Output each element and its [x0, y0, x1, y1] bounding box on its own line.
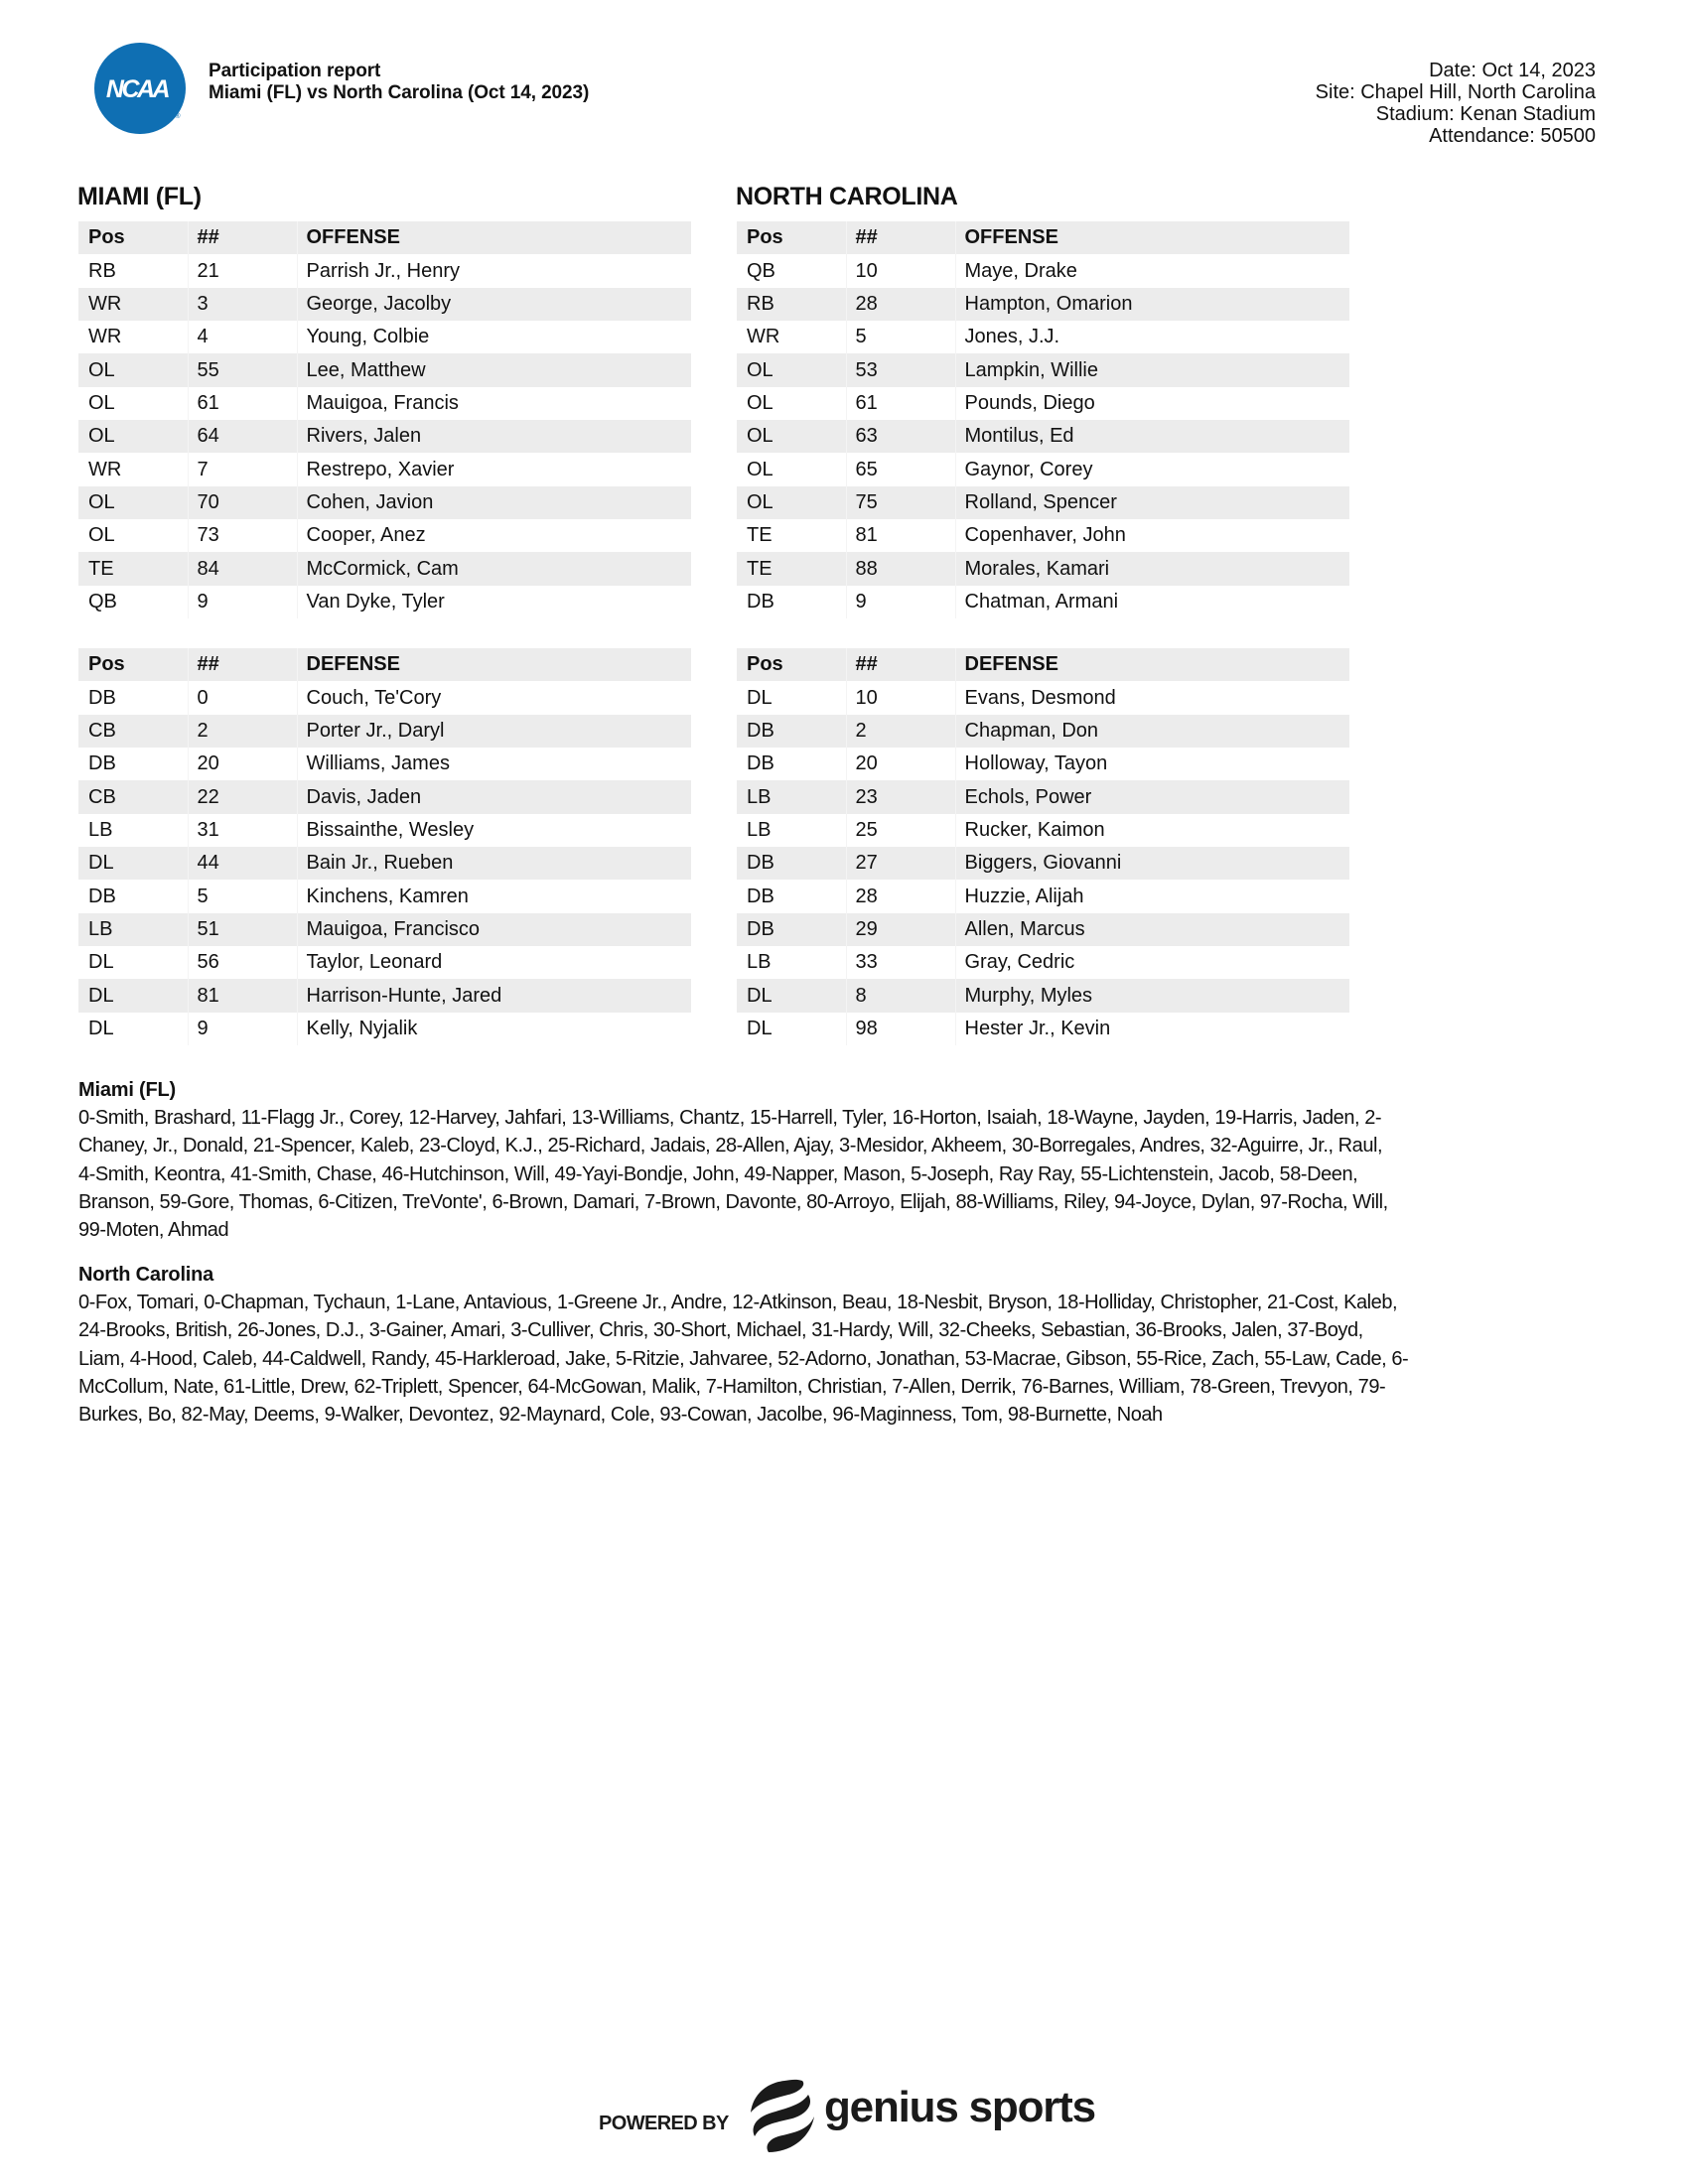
table-row: [737, 979, 1349, 1012]
game-site: Site: Chapel Hill, North Carolina: [1315, 81, 1596, 103]
player-number: 0: [188, 681, 297, 714]
table-row: [78, 353, 691, 386]
player-name: Cohen, Javion: [297, 486, 691, 519]
report-title: Participation report: [209, 61, 381, 81]
ncaa-logo: [94, 43, 186, 134]
player-name: Rolland, Spencer: [955, 486, 1349, 519]
player-position: CB: [78, 780, 188, 813]
table-row: [737, 586, 1349, 618]
player-position: LB: [78, 913, 188, 946]
game-info: [1316, 60, 1596, 147]
player-number: 9: [188, 1013, 297, 1045]
player-position: DL: [747, 686, 773, 709]
table-row: [78, 387, 691, 420]
player-name: Biggers, Giovanni: [955, 847, 1349, 880]
table-row: [737, 519, 1349, 552]
table-header-row: [78, 648, 691, 681]
player-position: DL: [747, 1017, 773, 1039]
player-name: Restrepo, Xavier: [297, 453, 691, 485]
player-position: RB: [737, 288, 846, 321]
table-row: [737, 254, 1349, 287]
player-position: WR: [88, 326, 122, 348]
table-row: [78, 288, 691, 321]
column-header-number: ##: [188, 221, 297, 254]
north-carolina-offense-table: [737, 221, 1349, 618]
player-position: WR: [88, 458, 122, 480]
player-position: OL: [737, 486, 846, 519]
player-name: George, Jacolby: [297, 288, 691, 321]
player-name: Chatman, Armani: [955, 586, 1349, 618]
game-stadium: Stadium: Kenan Stadium: [1375, 103, 1596, 125]
game-attendance: Attendance: 50500: [1429, 125, 1596, 147]
player-position: TE: [747, 524, 773, 547]
player-name: Huzzie, Alijah: [955, 880, 1349, 912]
participants-line: Chaney, Jr., Donald, 21-Spencer, Kaleb, 23-Cloyd, K.J., 25-Richard, Jadais, 28-Allen, Ajay, 3-Mesidor, Akheem, 30-Borregales, Andres, 32-Aguirre, Jr., Raul,: [78, 1135, 1383, 1158]
table-row: [78, 715, 691, 748]
player-number: 9: [188, 586, 297, 618]
player-position: OL: [78, 353, 188, 386]
team-heading-miami: MIAMI (FL): [77, 183, 202, 210]
table-header-row: [78, 221, 691, 254]
player-position: DL: [737, 979, 846, 1012]
participants-team-label: Miami (FL): [78, 1079, 176, 1101]
table-row: [78, 1013, 691, 1045]
table-row: [78, 552, 691, 585]
player-name: Davis, Jaden: [297, 780, 691, 813]
table-row: [78, 453, 691, 485]
player-number: 25: [846, 814, 955, 847]
table-header-row: [737, 221, 1349, 254]
player-number: 51: [188, 913, 297, 946]
player-number: 44: [188, 847, 297, 880]
matchup-title: Miami (FL) vs North Carolina (Oct 14, 2023): [209, 82, 590, 103]
player-name: Couch, Te'Cory: [297, 681, 691, 714]
player-position: WR: [747, 326, 780, 348]
player-name: Allen, Marcus: [955, 913, 1349, 946]
player-name: Echols, Power: [955, 780, 1349, 813]
player-position: OL: [747, 391, 774, 414]
registered-mark-icon: ®: [175, 113, 181, 120]
player-name: Rucker, Kaimon: [955, 814, 1349, 847]
player-position: QB: [747, 259, 775, 282]
player-number: 3: [188, 288, 297, 321]
player-number: 28: [846, 288, 955, 321]
player-position: RB: [88, 259, 116, 282]
player-number: 64: [188, 420, 297, 453]
player-number: 29: [846, 913, 955, 946]
player-position: DL: [88, 951, 114, 974]
player-number: 23: [846, 780, 955, 813]
participants-line: 0-Fox, Tomari, 0-Chapman, Tychaun, 1-Lane, Antavious, 1-Greene Jr., Andre, 12-Atkinson, Beau, 18-Nesbit, Bryson, 18-Holliday, Christopher, 21-Cost, Kaleb,: [78, 1292, 1398, 1313]
table-row: [737, 552, 1349, 585]
player-number: 53: [846, 353, 955, 386]
player-position: LB: [88, 818, 113, 841]
player-number: 61: [846, 387, 955, 420]
player-name: Bissainthe, Wesley: [297, 814, 691, 847]
player-name: Kelly, Nyjalik: [297, 1013, 691, 1045]
participants-line: 24-Brooks, British, 26-Jones, D.J., 3-Gainer, Amari, 3-Culliver, Chris, 30-Short, Michael, 31-Hardy, Will, 32-Cheeks, Sebastian, 36-Brooks, Jalen, 37-Boyd,: [78, 1319, 1363, 1342]
player-position: LB: [737, 780, 846, 813]
player-position: DB: [88, 885, 116, 907]
player-number: 55: [188, 353, 297, 386]
table-row: [737, 880, 1349, 912]
player-name: Pounds, Diego: [955, 387, 1349, 420]
player-number: 70: [188, 486, 297, 519]
table-row: [737, 946, 1349, 979]
player-number: 56: [188, 946, 297, 979]
column-header-number: ##: [846, 221, 955, 254]
player-number: 8: [846, 979, 955, 1012]
column-header-pos: Pos: [737, 648, 846, 681]
player-position: QB: [88, 590, 117, 613]
table-row: [78, 321, 691, 353]
player-number: 73: [188, 519, 297, 552]
player-name: Evans, Desmond: [955, 681, 1349, 714]
table-row: [737, 1013, 1349, 1045]
column-header-pos: Pos: [78, 221, 188, 254]
player-name: Holloway, Tayon: [955, 748, 1349, 780]
column-header-defense: DEFENSE: [955, 648, 1349, 681]
column-header-number: ##: [846, 648, 955, 681]
player-number: 4: [188, 321, 297, 353]
player-number: 81: [188, 979, 297, 1012]
player-position: TE: [78, 552, 188, 585]
table-row: [737, 681, 1349, 714]
player-name: Bain Jr., Rueben: [297, 847, 691, 880]
player-name: Gaynor, Corey: [955, 453, 1349, 485]
table-row: [737, 715, 1349, 748]
player-name: Chapman, Don: [955, 715, 1349, 748]
player-position: DB: [737, 847, 846, 880]
player-position: LB: [747, 951, 772, 974]
player-number: 33: [846, 946, 955, 979]
participants-line: Burkes, Bo, 82-May, Deems, 9-Walker, Devontez, 92-Maynard, Cole, 93-Cowan, Jacolbe, 96-Maginness, Tom, 98-Burnette, Noah: [78, 1404, 1163, 1427]
player-number: 10: [846, 254, 955, 287]
table-row: [78, 486, 691, 519]
table-row: [737, 847, 1349, 880]
player-position: WR: [78, 288, 188, 321]
table-row: [78, 780, 691, 813]
game-date: Date: Oct 14, 2023: [1429, 60, 1596, 81]
player-position: OL: [88, 524, 115, 547]
player-number: 63: [846, 420, 955, 453]
player-position: LB: [747, 818, 772, 841]
genius-sports-swirl-icon: [745, 2079, 819, 2154]
player-name: Murphy, Myles: [955, 979, 1349, 1012]
player-position: DB: [737, 715, 846, 748]
player-number: 2: [188, 715, 297, 748]
table-row: [737, 288, 1349, 321]
player-name: Harrison-Hunte, Jared: [297, 979, 691, 1012]
player-name: Hampton, Omarion: [955, 288, 1349, 321]
player-position: DL: [78, 979, 188, 1012]
table-row: [737, 748, 1349, 780]
table-row: [78, 681, 691, 714]
table-row: [737, 780, 1349, 813]
player-number: 84: [188, 552, 297, 585]
player-number: 22: [188, 780, 297, 813]
table-row: [78, 979, 691, 1012]
participants-list: [78, 1289, 1608, 1429]
table-row: [78, 913, 691, 946]
table-row: [78, 519, 691, 552]
player-name: Maye, Drake: [955, 254, 1349, 287]
player-number: 28: [846, 880, 955, 912]
player-name: Cooper, Anez: [297, 519, 691, 552]
column-header-offense: OFFENSE: [297, 221, 691, 254]
miami-participants: [78, 1076, 1608, 1244]
north-carolina-defense-table: [737, 648, 1349, 1045]
player-position: DB: [88, 752, 116, 775]
player-number: 5: [188, 880, 297, 912]
player-name: Morales, Kamari: [955, 552, 1349, 585]
table-row: [78, 420, 691, 453]
table-row: [737, 387, 1349, 420]
player-number: 65: [846, 453, 955, 485]
powered-by-label: POWERED BY: [599, 2113, 729, 2134]
player-name: Parrish Jr., Henry: [297, 254, 691, 287]
column-header-number: ##: [188, 648, 297, 681]
participants-line: Liam, 4-Hood, Caleb, 44-Caldwell, Randy, 45-Harkleroad, Jake, 5-Ritzie, Jahvaree, 52-Adorno, Jonathan, 53-Macrae, Gibson, 55-Rice, Zach, 55-Law, Cade, 6-: [78, 1347, 1409, 1370]
participants-line: 99-Moten, Ahmad: [78, 1219, 229, 1242]
player-number: 98: [846, 1013, 955, 1045]
report-title-block: [209, 61, 589, 104]
player-position: DB: [737, 913, 846, 946]
player-position: OL: [737, 420, 846, 453]
table-row: [737, 814, 1349, 847]
table-row: [737, 321, 1349, 353]
table-row: [78, 586, 691, 618]
player-name: Mauigoa, Francis: [297, 387, 691, 420]
player-number: 2: [846, 715, 955, 748]
player-position: OL: [88, 391, 115, 414]
player-name: Van Dyke, Tyler: [297, 586, 691, 618]
player-name: Mauigoa, Francisco: [297, 913, 691, 946]
miami-defense-table: [78, 648, 691, 1045]
player-number: 75: [846, 486, 955, 519]
player-name: Gray, Cedric: [955, 946, 1349, 979]
participants-team-label: North Carolina: [78, 1264, 214, 1286]
player-position: OL: [78, 420, 188, 453]
player-position: DB: [747, 752, 774, 775]
player-name: Young, Colbie: [297, 321, 691, 353]
team-heading-north-carolina: NORTH CAROLINA: [736, 183, 958, 210]
participants-list: [78, 1104, 1608, 1244]
player-name: Lampkin, Willie: [955, 353, 1349, 386]
player-number: 10: [846, 681, 955, 714]
player-name: Kinchens, Kamren: [297, 880, 691, 912]
player-name: Jones, J.J.: [955, 321, 1349, 353]
column-header-pos: Pos: [78, 648, 188, 681]
player-position: CB: [78, 715, 188, 748]
table-row: [737, 353, 1349, 386]
player-number: 61: [188, 387, 297, 420]
table-row: [78, 880, 691, 912]
ncaa-logo-text: NCAA: [105, 75, 169, 103]
north-carolina-participants: [78, 1261, 1608, 1429]
player-number: 31: [188, 814, 297, 847]
table-row: [78, 748, 691, 780]
player-name: Taylor, Leonard: [297, 946, 691, 979]
player-name: Porter Jr., Daryl: [297, 715, 691, 748]
participants-line: Branson, 59-Gore, Thomas, 6-Citizen, TreVonte', 6-Brown, Damari, 7-Brown, Davonte, 80-Arroyo, Elijah, 88-Williams, Riley, 94-Joyce, Dylan, 97-Rocha, Will,: [78, 1190, 1388, 1213]
player-name: McCormick, Cam: [297, 552, 691, 585]
column-header-offense: OFFENSE: [955, 221, 1349, 254]
player-position: OL: [737, 353, 846, 386]
table-row: [78, 814, 691, 847]
table-row: [737, 913, 1349, 946]
table-row: [78, 254, 691, 287]
player-number: 20: [846, 748, 955, 780]
table-header-row: [737, 648, 1349, 681]
player-number: 5: [846, 321, 955, 353]
player-number: 20: [188, 748, 297, 780]
participants-line: McCollum, Nate, 61-Little, Drew, 62-Triplett, Spencer, 64-McGowan, Malik, 7-Hamilton, Christian, 7-Allen, Derrik, 76-Barnes, William, 78-Green, Trevyon, 79-: [78, 1375, 1386, 1398]
player-number: 27: [846, 847, 955, 880]
table-row: [737, 486, 1349, 519]
powered-by-footer: [596, 2075, 1112, 2159]
table-row: [737, 420, 1349, 453]
participants-line: 0-Smith, Brashard, 11-Flagg Jr., Corey, 12-Harvey, Jahfari, 13-Williams, Chantz, 15-Harrell, Tyler, 16-Horton, Isaiah, 18-Wayne, Jayden, 19-Harris, Jaden, 2-: [78, 1107, 1382, 1129]
player-position: DB: [747, 590, 774, 613]
player-number: 88: [846, 552, 955, 585]
player-name: Lee, Matthew: [297, 353, 691, 386]
player-position: OL: [747, 458, 774, 480]
table-row: [78, 847, 691, 880]
player-name: Hester Jr., Kevin: [955, 1013, 1349, 1045]
player-number: 7: [188, 453, 297, 485]
column-header-pos: Pos: [737, 221, 846, 254]
player-name: Rivers, Jalen: [297, 420, 691, 453]
table-row: [737, 453, 1349, 485]
player-number: 9: [846, 586, 955, 618]
player-position: DL: [88, 1017, 114, 1039]
player-name: Williams, James: [297, 748, 691, 780]
player-position: DB: [88, 686, 116, 709]
table-row: [78, 946, 691, 979]
player-name: Copenhaver, John: [955, 519, 1349, 552]
miami-offense-table: [78, 221, 691, 618]
genius-sports-brand: genius sports: [824, 2083, 1095, 2131]
participants-line: 4-Smith, Keontra, 41-Smith, Chase, 46-Hutchinson, Will, 49-Yayi-Bondje, John, 49-Napper, Mason, 5-Joseph, Ray Ray, 55-Lichtenstein, Jacob, 58-Deen,: [78, 1162, 1358, 1185]
player-name: Montilus, Ed: [955, 420, 1349, 453]
player-position: DL: [78, 847, 188, 880]
player-position: OL: [78, 486, 188, 519]
column-header-defense: DEFENSE: [297, 648, 691, 681]
player-number: 21: [188, 254, 297, 287]
player-number: 81: [846, 519, 955, 552]
player-position: DB: [747, 885, 774, 907]
player-position: TE: [737, 552, 846, 585]
